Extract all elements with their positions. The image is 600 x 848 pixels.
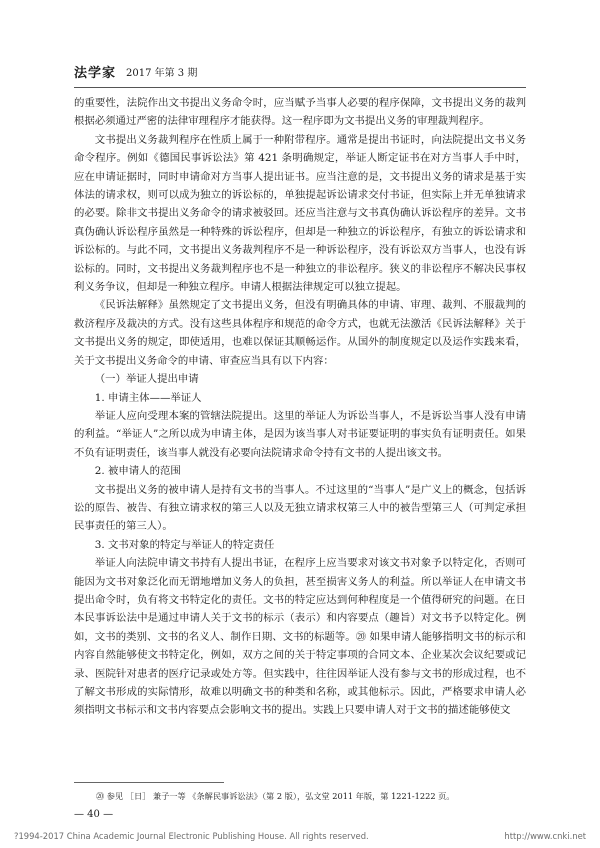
journal-name: 法学家 (74, 66, 117, 81)
paragraph: 《民诉法解释》虽然规定了文书提出义务，但没有明确具体的申请、审理、裁判、不服裁判的救济程序及裁决的方式。没有这些具体程序和规范的命令方式，也就无法激活《民诉法解释》关于文书提出义务的规定，即使适用，也难以保证其顺畅运作。从国外的制度规定以及运作实践来看，关于文书提出义务命令的申请、审查应当具有以下内容： (74, 299, 526, 367)
paragraph: 文书提出义务的被申请人是持有文书的当事人。不过这里的“当事人”是广义上的概念，包括诉讼的原告、被告、有独立请求权的第三人以及无独立请求权第三人中的被告型第三人（可判定承担民事责任的第三人）。 (74, 483, 526, 533)
copyright-notice: ?1994-2017 China Academic Journal Electronic Publishing House. All rights reserved. (14, 831, 369, 841)
source-link[interactable]: http://www.cnki.net (504, 831, 586, 841)
issue-label: 2017 年第 3 期 (126, 68, 198, 79)
paragraph: 文书提出义务裁判程序在性质上属于一种附带程序。通常是提出书证时，向法院提出文书义务命令程序。例如《德国民事诉讼法》第 421 条明确规定，举证人断定证书在对方当事人手中时，应在申请证据时，同时申请命对方当事人提出证书。应当注意的是，文书提出义务的请求是基于实体法的请求权，则可以成为独立的诉讼标的，单独提起诉讼请求交付书证，但实际上并无单独请求的必要。除非文书提出义务命令的请求被驳回。还应当注意与文书真伪确认诉讼程序的差异。文书真伪确认诉讼程序虽然是一种特殊的诉讼程序，但却是一种独立的诉讼程序，有独立的诉讼请求和诉讼标的。与此不同，文书提出义务裁判程序不是一种诉讼程序，没有诉讼双方当事人，也没有诉讼标的。同时，文书提出义务裁判程序也不是一种独立的非讼程序。狭义的非讼程序不解决民事权利义务争议，但却是一种独立程序。申请人根据法律规定可以独立提起。 (74, 133, 526, 294)
footnote: ⑳ 参见 ［日］ 兼子一等 《条解民事诉讼法》（第 2 版），弘文堂 2011 年版，第 1221-1222 页。 (96, 791, 455, 801)
subsection-heading: 1. 申请主体——举证人 (94, 391, 202, 404)
paragraph: 举证人应向受理本案的管辖法院提出。这里的举证人为诉讼当事人，不是诉讼当事人没有申请的利益。“举证人”之所以成为申请主体，是因为该当事人对书证要证明的事实负有证明责任。如果不负有证明责任，该当事人就没有必要向法院请求命令持有文书的人提出该文书。 (74, 409, 526, 459)
page-number: — 40 — (74, 809, 114, 820)
section-heading: （一）举证人提出申请 (94, 373, 199, 386)
paragraph: 举证人向法院申请文书持有人提出书证，在程序上应当要求对该文书对象予以特定化，否则可能因为文书对象泛化而无谓地增加义务人的负担，甚至损害义务人的利益。所以举证人在申请文书提出命令时，负有将文书特定化的责任。文书的特定应达到何种程度是一个值得研究的问题。在日本民事诉讼法中是通过申请人关于文书的标示（表示）和内容要点（趣旨）对文书予以特定化。例如，文书的类别、文书的名义人、制作日期、文书的标题等。⑳ 如果申请人能够指明文书的标示和内容自然能够使文书特定化，例如，双方之间的关于特定事项的合同文本、企业某次会议纪要或记录、医院针对患者的医疗记录或处方等。但实践中，往往因举证人没有参与文书的形成过程，也不了解文书形成的实际情形，故难以明确文书的种类和名称，或其他标示。因此，严格要求申请人必须指明文书标示和文书内容要点会影响文书的提出。实践上只要申请人对于文书的描述能够使文 (74, 557, 526, 717)
subsection-heading: 3. 文书对象的特定与举证人的特定责任 (94, 538, 275, 551)
footnote-divider (74, 782, 224, 783)
running-header (74, 58, 526, 82)
paragraph: 的重要性，法院作出文书提出义务命令时，应当赋予当事人必要的程序保障，文书提出义务的裁判根据必须通过严密的法律审理程序才能获得。这一程序即为文书提出义务的审理裁判程序。 (74, 97, 526, 128)
article-body (74, 94, 526, 720)
subsection-heading: 2. 被申请人的范围 (94, 465, 181, 478)
header-divider (74, 87, 526, 88)
